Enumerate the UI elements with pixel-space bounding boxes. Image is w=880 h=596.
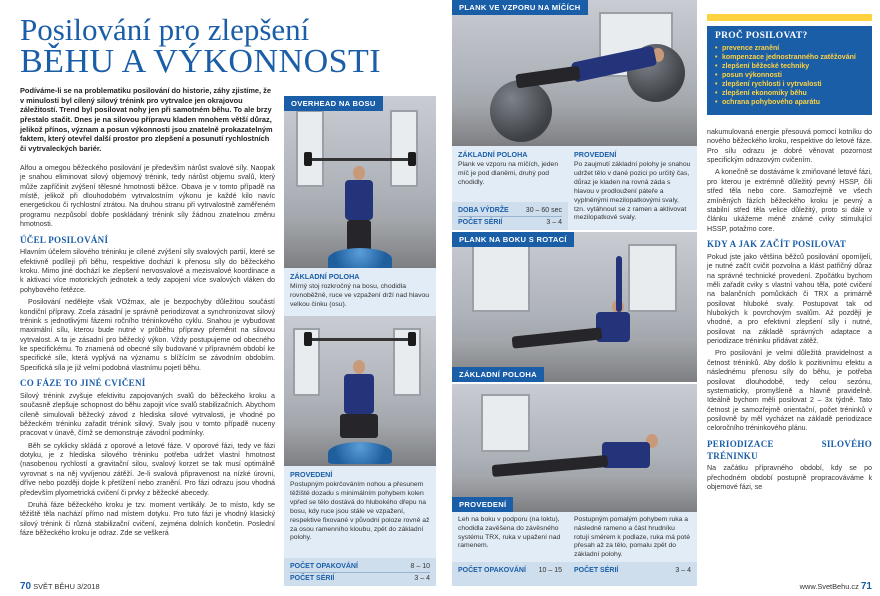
stats-row: POČET SÉRIÍ 3 – 4 bbox=[290, 575, 430, 582]
bosu-ball bbox=[328, 248, 392, 268]
basic-position-label: ZÁKLADNÍ POLOHA bbox=[290, 272, 360, 281]
magazine-url: www.SvetBehu.cz bbox=[799, 582, 859, 591]
accent-bar bbox=[707, 14, 872, 21]
right-footer bbox=[800, 581, 872, 592]
body-paragraph: Alfou a omegou běžeckého posilování je především nárůst svalové síly. Naopak je snahou eliminovat silový objemový trénink, tedy nárůst objemu svalů, který může zapříčinit zvýšení tělesné hmotnosti běžce. Obava je v tomto případě na místě, jelikož při dlouhodobém vytrvalostním výkonu je každé kilo navíc energetickou či rychlostní ztrátou. Na druhou stranu při vytrvalostně zaměřeném programu nezpůsobí dobře poskládaný trénink síly žádnou znatelnou změnu hmotnosti. bbox=[20, 164, 275, 229]
list-item: • ochrana pohybového aparátu bbox=[715, 99, 864, 108]
list-item: • kompenzace jednostranného zatěžování bbox=[715, 54, 864, 63]
overhead-stats bbox=[284, 558, 436, 586]
right-body-column bbox=[707, 128, 872, 576]
body-paragraph: Pro posilování je velmi důležitá pravidelnost a četnost tréninků. Aby došlo k pozitivnímu efektu a následnému přenosu síly do běhu, je potřeba posilovat dlouhodobě, tedy celou sezónu, systematicky, promyšleně a hlavně pravidelně. Ideálně bychom měli posilovat 2 – 3x týdně. Tato četnost je samozřejmě orientační, počet tréninků v posilovně by měl vycházet na základě periodizace celoročního tréninkového plánu. bbox=[707, 349, 872, 433]
gym-window bbox=[390, 110, 417, 187]
stats-row: POČET OPAKOVÁNÍ 10 – 15 bbox=[458, 567, 562, 574]
athlete-figure bbox=[339, 136, 379, 261]
body-paragraph: Posilování nedělejte však VOžmax, ale je bezpochyby důležitou součástí kondiční přípravy. Zcela zásadní je správně periodizovat a synchronizovat silový trénink s jednotlivými fázemi ročního tréninkového cyklu. Snahou je vybudovat maximální sílu, kterou bude nutné v průběhu přípravy přeměnit na silovou vytrvalost. A ta je zásadní pro běžecký výkon. Vždy postupujeme od obecného ke specifickému. To znamená od obecné síly budované v přípravném období ke specifické síle, která vyplývá na významu s blížícím se závodním obdobím. Specifická síla je již velmi podobná vlastnímu pojetí běhu. bbox=[20, 298, 275, 372]
plank-ball-exec-box bbox=[568, 146, 697, 230]
stats-row: POČET SÉRIÍ 3 – 4 bbox=[458, 219, 562, 226]
body-paragraph: Pokud jste jako většina běžců posilování opomíjeli, je nutné začít cvičit pozvolna a klást patřičný důraz na správné technické provedení. Zpočátku bychom měli zařadit cviky s vlastní vahou těla, poté cvičení na balančních pomůckách či TRX a primárně posilovat hluboké svaly. Postupovat tak od hlubokých k povrchovým svalům. Až později je vhodné, a pro efektivní zlepšení síly i nutné, posilovat na základě správných adaptace a periodizace tréninku přidávat zátěž. bbox=[707, 252, 872, 346]
gym-window bbox=[296, 110, 323, 187]
page-number-right: 71 bbox=[860, 581, 872, 592]
side-plank-banner: PLANK NA BOKU S ROTACÍ bbox=[452, 232, 574, 247]
basic-position-caption: ZÁKLADNÍ POLOHA bbox=[452, 367, 544, 382]
body-paragraph: Běh se cyklicky skládá z oporové a letové fáze. V oporové fázi, tedy ve fázi dotyku, je z hlediska silového tréninku potřeba udržet vlastní hmotnost (nasobenou rychlostí a gravitační silou, svalový korzet se tak musí optimálně vyrovnat s na něj vyvíjenou zátěží. Je-li svalová připravenost na nízké úrovni, dříve nebo později dojde k přetížení nebo zranění. Pro fázi odrazu jsou vhodná především plyometrická cvičení či prvky z běžecké abecedy. bbox=[20, 441, 275, 497]
side-plank-photo-start bbox=[452, 232, 697, 382]
plank-ball-photo bbox=[452, 0, 697, 146]
overhead-exec-box bbox=[284, 466, 436, 558]
overhead-basic-box bbox=[284, 268, 436, 316]
list-item: • posun výkonnosti bbox=[715, 72, 864, 81]
basic-position-text: Plank ve vzporu na míčích, jeden míč je pod dlaněmi, druhý pod chodidly. bbox=[458, 161, 559, 187]
list-item: • prevence zranění bbox=[715, 45, 864, 54]
body-paragraph: Druhá fáze běžeckého kroku je tzv. moment vertikály. Je to místo, kdy se těžiště těla nachází přímo nad místem dotyku. Pro tuto fázi je vhodný klasický silový trénink či různá stabilizační cvičení, zejména dolních končetin. Poslední fáze běžeckého kroku je odraz. Zde se veškerá bbox=[20, 500, 275, 537]
magazine-issue: SVĚT BĚHU 3/2018 bbox=[33, 582, 100, 591]
why-list bbox=[715, 45, 864, 108]
execution-label: PROVEDENÍ bbox=[290, 470, 333, 479]
plank-ball-basic-box bbox=[452, 146, 568, 202]
side-plank-exec-box bbox=[568, 512, 697, 562]
athlete-figure bbox=[512, 40, 682, 100]
side-plank-basic-box bbox=[452, 512, 568, 562]
execution-label: PROVEDENÍ bbox=[574, 150, 617, 159]
why-title: PROČ POSILOVAT? bbox=[715, 31, 808, 41]
stats-row: POČET SÉRIÍ 3 – 4 bbox=[574, 567, 691, 574]
article-title bbox=[20, 14, 440, 79]
basic-position-label: ZÁKLADNÍ POLOHA bbox=[458, 150, 528, 159]
section-heading-purpose: ÚČEL POSILOVÁNÍ bbox=[20, 234, 109, 245]
title-line-2: BĚHU A VÝKONNOSTI bbox=[20, 43, 382, 80]
basic-position-text: Mírný stoj rozkročný na bosu, chodidla rovnoběžně, ruce ve vzpažení drží nad hlavou velkou činku (osu). bbox=[290, 283, 430, 309]
list-item: • zlepšení rychlosti i vytrvalosti bbox=[715, 81, 864, 90]
body-paragraph: Silový trénink zvyšuje efektivitu zapojovaných svalů do běžeckého kroku a současně zlepšuje schopnost do běhu zapojit více svalů stabilizačních. Abychom cíleně simulovali běžecký závod z hlediska silové vytrvalosti, je vhodné po běžeckém tréninku zařadit trénink silový. Svaly jsou v tomto případě nuceny pracovat v únavě, čímž se demonstruje závodní podmínky. bbox=[20, 391, 275, 438]
body-paragraph: Hlavním účelem silového tréninku je cílené zvýšení síly svalových partií, které se efektivně podílejí při běhu, respektive dochází k přenosu síly do běžeckého kroku. Mimo jiné dochází ke zlepšení nervosvalové a mezisvalové koordinace a k aktivaci více motorických jednotek a tedy zapojení více svalových vláken do pohybového řetězce. bbox=[20, 248, 275, 294]
title-line-1: Posilování pro zlepšení bbox=[20, 12, 310, 47]
execution-text: Postupným pokrčováním nohou a přesunem těžiště dozadu s minimálním pohybem kolen vpřed se tělo dostává do hlubokého dřepu na bosu, kdy ruce jsou stále ve vzpažení, respektive fixované v původní poloze rovně až za osou ramenního kloubu, zpět do základní polohy. bbox=[290, 481, 430, 542]
section-heading-phases: CO FÁZE TO JINÉ CVIČENÍ bbox=[20, 378, 146, 389]
stats-row: DOBA VÝDRŽE 30 – 60 sec bbox=[458, 205, 562, 217]
overhead-banner: OVERHEAD NA BOSU bbox=[284, 96, 383, 111]
body-paragraph: Na začátku přípravného období, kdy se po přechodném období postupně propracováváme k objemové fázi, se bbox=[707, 464, 872, 492]
list-item: • zlepšení ekonomiky běhu bbox=[715, 90, 864, 99]
execution-text: Postupným pomalým pohybem ruka a následně rameno a část hrudníku rotují směrem k podlaze, ruka má poté přesah až za tělo, pomalu zpět do základní polohy. bbox=[574, 516, 690, 559]
basic-position-text: Leh na boku v podporu (na loktu), chodidla zavěšena do závěsného systému TRX, ruka v upažení nad ramenem. bbox=[458, 516, 561, 550]
body-paragraph: A konečně se dostáváme k zmiňované letové fázi, pro kterou je extrémně důležitý pevný HSSP, čili střed těla nebo core. Samozřejmě ve všech zmíněných fázích běžeckého kroku je pevný a stabilní střed těla velice důležitý, proto si dále v článku ukážeme méně známé cviky stimulující HSSP, potažmo core. bbox=[707, 168, 872, 233]
page-number-left: 70 bbox=[20, 581, 32, 592]
execution-caption: PROVEDENÍ bbox=[452, 497, 513, 512]
athlete-figure bbox=[512, 256, 662, 366]
list-item: • zlepšení běžecké techniky bbox=[715, 63, 864, 72]
stats-row: POČET OPAKOVÁNÍ 8 – 10 bbox=[290, 561, 430, 573]
plank-ball-banner: PLANK VE VZPORU NA MÍČÍCH bbox=[452, 0, 588, 15]
overhead-photo-squat bbox=[284, 316, 436, 466]
athlete-figure bbox=[492, 414, 672, 504]
side-plank-stats-reps bbox=[452, 562, 568, 586]
left-footer bbox=[20, 581, 100, 592]
why-strengthen-box bbox=[707, 26, 872, 115]
body-paragraph: nakumulovaná energie přesouvá pomocí kotníku do nového běžeckého kroku, respektive do letové fáze. Pro sílu odrazu je dobré věnovat pozornost specifickým odrazovým cvičením. bbox=[707, 128, 872, 165]
lead-paragraph: Podíváme-li se na problematiku posilování do historie, záhy zjistíme, že v minulosti byl cílený silový trénink pro vytrvalce jen okrajovou záležitostí. Trend byl posilovat nohy jen při samotném běhu. To ale brzy přestalo stačit. Dnes je na silovou přípravu kladen mnohem větší důraz, jelikož přínos, význam a posun výkonnosti jsou znatelně prokazatelným faktem, který otevřel další prostor pro zlepšení a posunutí rychlostních či vytrvaleckých bariér. bbox=[20, 86, 273, 153]
bosu-ball bbox=[328, 442, 392, 464]
section-heading-when: KDY A JAK ZAČÍT POSILOVAT bbox=[707, 238, 847, 249]
execution-text: Po zaujmutí základní polohy je snahou udržet tělo v dané pozici po určitý čas, důraz je kladen na rovná záda s hlavou v prodloužení páteře a vyplněnými mezilopatkovými svaly, tzn. vytáhnout se z ramen a aktivovat mezilopatkové svaly. bbox=[574, 161, 691, 222]
side-plank-photo-rotation bbox=[452, 384, 697, 512]
side-plank-stats-sets bbox=[568, 562, 697, 586]
left-body-column bbox=[20, 164, 275, 584]
section-heading-periodization: PERIODIZACE SILOVÉHO TRÉNINKU bbox=[707, 438, 872, 461]
overhead-photo-start bbox=[284, 96, 436, 268]
plank-ball-stats bbox=[452, 202, 568, 230]
